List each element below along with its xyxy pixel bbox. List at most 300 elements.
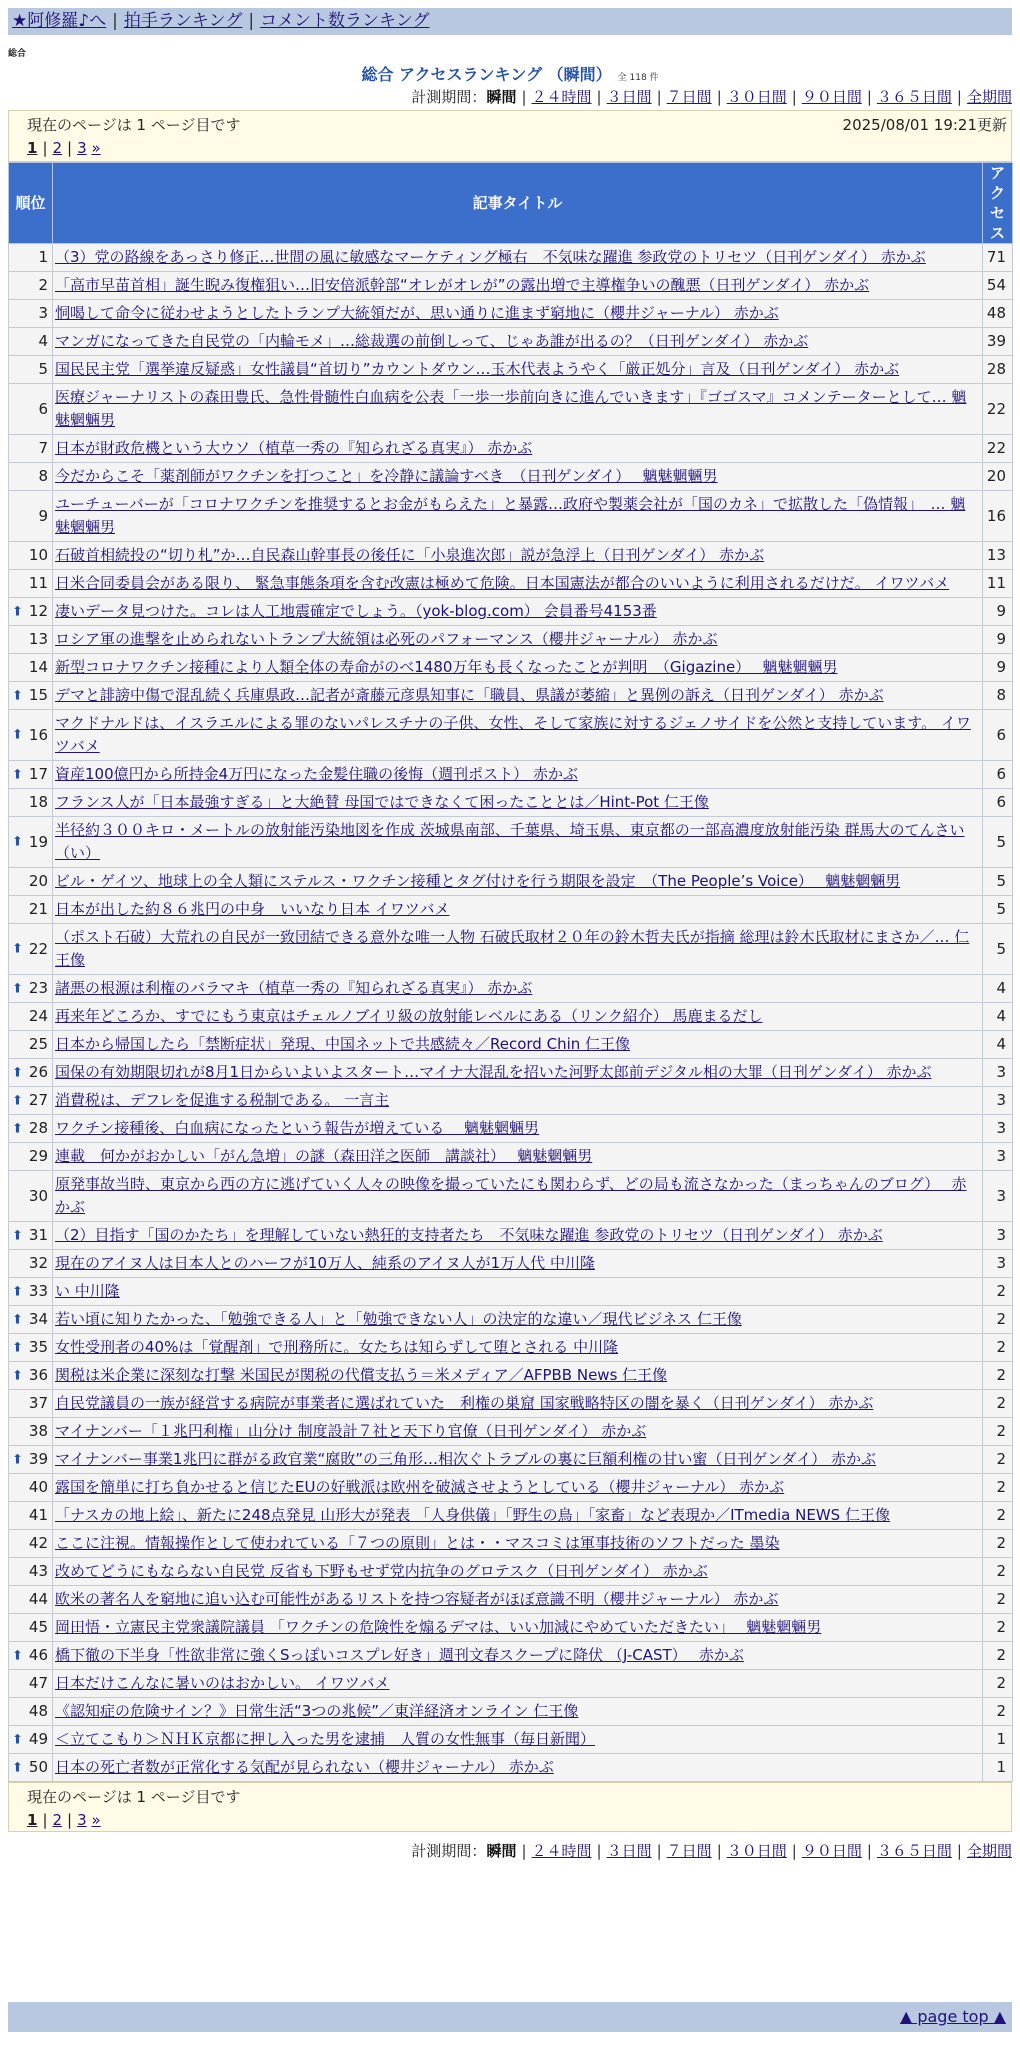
access-count: 28 — [983, 356, 1013, 384]
title-cell — [53, 356, 983, 384]
rank-number: 46 — [28, 1646, 48, 1664]
title-cell — [53, 1278, 983, 1306]
rank-number: 14 — [28, 658, 48, 676]
rank-number: 49 — [28, 1730, 48, 1748]
article-link[interactable]: （ポスト石破）大荒れの自民が一致団結できる意外な唯一人物 石破氏取材２０年の鈴木哲夫氏が指摘 総理は鈴木氏取材にまさか／… 仁王像 — [55, 928, 970, 969]
title-cell — [53, 1306, 983, 1334]
table-row — [9, 1530, 1013, 1558]
article-link[interactable]: （3）党の路線をあっさり修正…世間の風に敏感なマーケティング極右 不気味な躍進 参政党のトリセツ（日刊ゲンダイ） 赤かぶ — [55, 248, 926, 266]
rank-number: 4 — [38, 332, 48, 350]
period-current: 瞬間 — [486, 88, 517, 106]
article-link[interactable]: い 中川隆 — [55, 1282, 120, 1300]
table-row — [9, 1502, 1013, 1530]
access-count: 5 — [983, 896, 1013, 924]
rank-cell — [9, 1334, 53, 1362]
table-row — [9, 1642, 1013, 1670]
rank-cell — [9, 542, 53, 570]
article-link[interactable]: 改めてどうにもならない自民党 反省も下野もせず党内抗争のグロテスク（日刊ゲンダイ） 赤かぶ — [55, 1562, 708, 1580]
period-selector-top — [411, 86, 1012, 107]
period-option[interactable]: ９０日間 — [801, 1842, 862, 1860]
rank-number: 50 — [28, 1758, 48, 1776]
title-cell — [53, 1087, 983, 1115]
access-count: 3 — [983, 1059, 1013, 1087]
article-link[interactable]: 日米合同委員会がある限り、 緊急事態条項を含む改憲は極めて危険。日本国憲法が都合のいいように利用されるだけだ。 イワツバメ — [55, 574, 950, 592]
access-count: 2 — [983, 1586, 1013, 1614]
article-link[interactable]: 日本が財政危機という大ウソ（植草一秀の『知られざる真実』） 赤かぶ — [55, 439, 533, 457]
table-row — [9, 1558, 1013, 1586]
title-cell — [53, 924, 983, 975]
access-count: 13 — [983, 542, 1013, 570]
title-cell — [53, 1474, 983, 1502]
access-count: 3 — [983, 1171, 1013, 1222]
rank-number: 12 — [28, 602, 48, 620]
table-row — [9, 626, 1013, 654]
article-link[interactable]: マクドナルドは、イスラエルによる罪のないパレスチナの子供、女性、そして家族に対するジェノサイドを公然と支持しています。 イワツバメ — [55, 714, 971, 755]
article-link[interactable]: （2）目指す「国のかたち」を理解していない熱狂的支持者たち 不気味な躍進 参政党のトリセツ（日刊ゲンダイ） 赤かぶ — [55, 1226, 883, 1244]
table-row — [9, 1306, 1013, 1334]
table-row — [9, 1087, 1013, 1115]
period-option[interactable]: ３日間 — [606, 88, 652, 106]
page-separator: | — [42, 139, 48, 157]
article-link[interactable]: 「高市早苗首相」誕生睨み復権狙い…旧安倍派幹部“オレがオレが”の露出増で主導権争いの醜悪（日刊ゲンダイ） 赤かぶ — [55, 276, 870, 294]
rank-number: 28 — [28, 1119, 48, 1137]
article-link[interactable]: 消費税は、デフレを促進する税制である。 一言主 — [55, 1091, 390, 1109]
rank-number: 19 — [28, 832, 48, 851]
period-option[interactable]: 全期間 — [966, 88, 1012, 106]
rank-cell — [9, 1726, 53, 1754]
period-selector-bottom — [411, 1840, 1012, 1861]
period-option[interactable]: ７日間 — [666, 1842, 712, 1860]
table-row — [9, 1222, 1013, 1250]
period-option[interactable]: ３日間 — [606, 1842, 652, 1860]
access-count: 3 — [983, 1222, 1013, 1250]
title-cell — [53, 1530, 983, 1558]
article-link[interactable]: マンガになってきた自民党の「内輪モメ」…総裁選の前倒しって、じゃあ誰が出るの？（日刊ゲンダイ） 赤かぶ — [55, 332, 809, 350]
access-count: 2 — [983, 1642, 1013, 1670]
rank-cell — [9, 868, 53, 896]
rank-cell — [9, 896, 53, 924]
rank-number: 34 — [28, 1310, 48, 1328]
rank-up-arrow-icon: ⬆ — [12, 1732, 23, 1747]
article-link[interactable]: ここに注視。情報操作として使われている「７つの原則」とは・・マスコミは軍事技術のソフトだった 墨染 — [55, 1534, 780, 1552]
article-link[interactable]: 日本から帰国したら「禁断症状」発現、中国ネットで共感続々／Record Chin 仁王像 — [55, 1035, 631, 1053]
rank-cell — [9, 1250, 53, 1278]
rank-up-arrow-icon: ⬆ — [12, 727, 23, 743]
period-separator: | — [866, 1842, 872, 1860]
rank-cell — [9, 1446, 53, 1474]
rank-cell — [9, 244, 53, 272]
page-separator: | — [42, 1811, 48, 1829]
period-option[interactable]: 全期間 — [966, 1842, 1012, 1860]
article-link[interactable]: 欧米の著名人を窮地に追い込む可能性があるリストを持つ容疑者がほぼ意識不明（櫻井ジャーナル） 赤かぶ — [55, 1590, 779, 1608]
rank-up-arrow-icon: ⬆ — [12, 1648, 23, 1663]
title-cell — [53, 1754, 983, 1782]
period-separator: | — [866, 88, 872, 106]
title-cell — [53, 1502, 983, 1530]
table-row — [9, 1278, 1013, 1306]
rank-cell — [9, 1087, 53, 1115]
access-count: 2 — [983, 1558, 1013, 1586]
table-row — [9, 1250, 1013, 1278]
rank-number: 31 — [28, 1226, 48, 1244]
rank-cell — [9, 1031, 53, 1059]
article-link[interactable]: 日本の死亡者数が正常化する気配が見られない（櫻井ジャーナル） 赤かぶ — [55, 1758, 554, 1776]
rank-cell — [9, 1474, 53, 1502]
rank-number: 42 — [28, 1534, 48, 1552]
period-separator: | — [956, 1842, 962, 1860]
article-link[interactable]: ロシア軍の進撃を止められないトランプ大統領は必死のパフォーマンス（櫻井ジャーナル） 赤かぶ — [55, 630, 718, 648]
page-info-bottom — [8, 1782, 1012, 1832]
rank-up-arrow-icon: ⬆ — [12, 941, 23, 957]
title-cell — [53, 244, 983, 272]
period-option[interactable]: ７日間 — [666, 88, 712, 106]
title-cell — [53, 1334, 983, 1362]
rank-cell — [9, 491, 53, 542]
rank-number: 16 — [28, 725, 48, 744]
access-count: 4 — [983, 1031, 1013, 1059]
rank-number: 7 — [38, 439, 48, 457]
title-cell — [53, 1115, 983, 1143]
table-row — [9, 356, 1013, 384]
period-separator: | — [656, 1842, 662, 1860]
article-link[interactable]: 「ナスカの地上絵」、新たに248点発見 山形大が発表 「人身供儀」「野生の鳥」「家畜」など表現か／ITmedia NEWS 仁王像 — [55, 1506, 890, 1524]
rank-number: 48 — [28, 1702, 48, 1720]
table-row — [9, 1059, 1013, 1087]
article-link[interactable]: 自民党議員の一族が経営する病院が事業者に選ばれていた 利権の巣窟 国家戦略特区の闇を暴く（日刊ゲンダイ） 赤かぶ — [55, 1394, 874, 1412]
table-row — [9, 463, 1013, 491]
access-count: 9 — [983, 626, 1013, 654]
article-link[interactable]: デマと誹謗中傷で混乱続く兵庫県政…記者が斎藤元彦県知事に「職員、県議が萎縮」と異例の訴え（日刊ゲンダイ） 赤かぶ — [55, 686, 884, 704]
title-cell — [53, 384, 983, 435]
access-count: 2 — [983, 1390, 1013, 1418]
rank-number: 11 — [28, 574, 48, 592]
rank-up-arrow-icon: ⬆ — [12, 688, 23, 703]
rank-cell — [9, 1754, 53, 1782]
table-row — [9, 300, 1013, 328]
title-cell — [53, 1726, 983, 1754]
rank-cell — [9, 1502, 53, 1530]
rank-up-arrow-icon: ⬆ — [12, 1121, 23, 1136]
rank-cell — [9, 682, 53, 710]
rank-number: 1 — [38, 248, 48, 266]
access-count: 3 — [983, 1087, 1013, 1115]
access-count: 6 — [983, 789, 1013, 817]
period-separator: | — [596, 1842, 602, 1860]
rank-cell — [9, 300, 53, 328]
rank-number: 27 — [28, 1091, 48, 1109]
page-link[interactable]: 3 — [77, 1811, 87, 1829]
rank-up-arrow-icon: ⬆ — [12, 1368, 23, 1383]
rank-number: 17 — [28, 765, 48, 783]
rank-cell — [9, 272, 53, 300]
period-option[interactable]: ３０日間 — [726, 1842, 787, 1860]
ranking-table — [8, 162, 1013, 1782]
rank-number: 37 — [28, 1394, 48, 1412]
title-cell — [53, 1586, 983, 1614]
access-count: 9 — [983, 654, 1013, 682]
article-link[interactable]: 凄いデータ見つけた。コレは人工地震確定でしょう。（yok-blog.com） 会員番号4153番 — [55, 602, 657, 620]
table-row — [9, 570, 1013, 598]
access-count: 9 — [983, 598, 1013, 626]
title-cell — [53, 1362, 983, 1390]
access-count: 1 — [983, 1726, 1013, 1754]
title-cell — [53, 1642, 983, 1670]
rank-up-arrow-icon: ⬆ — [12, 604, 23, 619]
table-row — [9, 1115, 1013, 1143]
rank-number: 26 — [28, 1063, 48, 1081]
rank-number: 18 — [28, 793, 48, 811]
page-top-link[interactable]: ▲ page top ▲ — [899, 2007, 1006, 2026]
rank-number: 43 — [28, 1562, 48, 1580]
rank-cell — [9, 1059, 53, 1087]
article-link[interactable]: 諸悪の根源は利権のバラマキ（植草一秀の『知られざる真実』） 赤かぶ — [55, 979, 533, 997]
access-count: 6 — [983, 710, 1013, 761]
title-cell — [53, 272, 983, 300]
page-current: 1 — [27, 139, 38, 157]
access-count: 71 — [983, 244, 1013, 272]
next-page-link[interactable]: » — [91, 139, 101, 157]
access-count: 2 — [983, 1474, 1013, 1502]
rank-up-arrow-icon: ⬆ — [12, 767, 23, 782]
title-cell — [53, 1614, 983, 1642]
rank-cell — [9, 1115, 53, 1143]
rank-number: 20 — [28, 872, 48, 890]
rank-number: 40 — [28, 1478, 48, 1496]
access-count: 3 — [983, 1250, 1013, 1278]
title-cell — [53, 1031, 983, 1059]
table-row — [9, 598, 1013, 626]
article-link[interactable]: 医療ジャーナリストの森田豊氏、急性骨髄性白血病を公表「一歩一歩前向きに進んでいきます」『ゴゴスマ』コメンテーターとして… 魑魅魍魎男 — [55, 388, 967, 429]
article-link[interactable]: 今だからこそ「薬剤師がワクチンを打つこと」を冷静に議論すべき （日刊ゲンダイ） 魑魅魍魎男 — [55, 467, 718, 485]
period-separator: | — [521, 1842, 527, 1860]
page-separator: | — [67, 1811, 73, 1829]
rank-number: 15 — [28, 686, 48, 704]
page-link[interactable]: 2 — [52, 139, 63, 157]
page-link[interactable]: 2 — [52, 1811, 63, 1829]
table-row — [9, 1474, 1013, 1502]
period-option[interactable]: ２４時間 — [531, 1842, 592, 1860]
article-link[interactable]: ＜立てこもり＞ＮＨＫ京都に押し入った男を逮捕 人質の女性無事（毎日新聞） — [55, 1730, 596, 1748]
applause-ranking-link[interactable]: 拍手ランキング — [123, 11, 243, 31]
access-count: 2 — [983, 1334, 1013, 1362]
article-link[interactable]: マイナンバー「１兆円利権」山分け 制度設計７社と天下り官僚（日刊ゲンダイ） 赤かぶ — [55, 1422, 647, 1440]
nav-separator: | — [112, 11, 118, 31]
title-cell — [53, 300, 983, 328]
article-link[interactable]: 橋下徹の下半身「性欲非常に強くSっぽいコスプレ好き」週刊文春スクープに降伏 （J-CAST） 赤かぶ — [55, 1646, 744, 1664]
rank-number: 10 — [28, 546, 48, 564]
article-link[interactable]: 関税は米企業に深刻な打撃 米国民が関税の代償支払う＝米メディア／AFPBB News 仁王像 — [55, 1366, 668, 1384]
item-count: 全 118 件 — [617, 73, 659, 83]
period-separator: | — [656, 88, 662, 106]
page-current: 1 — [27, 1811, 38, 1829]
rank-number: 3 — [38, 304, 48, 322]
rank-cell — [9, 817, 53, 868]
table-row — [9, 975, 1013, 1003]
title-cell — [53, 1698, 983, 1726]
rank-number: 33 — [28, 1282, 48, 1300]
table-row — [9, 272, 1013, 300]
title-cell — [53, 1446, 983, 1474]
page-link[interactable]: 3 — [77, 139, 87, 157]
pagination — [27, 139, 101, 157]
rank-cell — [9, 1558, 53, 1586]
table-row — [9, 761, 1013, 789]
table-row — [9, 328, 1013, 356]
table-row — [9, 1754, 1013, 1782]
access-count: 1 — [983, 1754, 1013, 1782]
title-cell — [53, 463, 983, 491]
rank-cell — [9, 1670, 53, 1698]
rank-cell — [9, 356, 53, 384]
rank-cell — [9, 626, 53, 654]
period-separator: | — [521, 88, 527, 106]
article-link[interactable]: 再来年どころか、すでにもう東京はチェルノブイリ級の放射能レベルにある（リンク紹介） 馬鹿まるだし — [55, 1007, 763, 1025]
article-link[interactable]: 連載 何かがおかしい「がん急増」の謎（森田洋之医師 講談社） 魑魅魍魎男 — [55, 1147, 593, 1165]
access-count: 5 — [983, 817, 1013, 868]
article-link[interactable]: 女性受刑者の40%は「覚醒剤」で刑務所に。女たちは知らずして堕とされる 中川隆 — [55, 1338, 619, 1356]
header-title: 記事タイトル — [53, 163, 983, 244]
article-link[interactable]: 《認知症の危険サイン？》日常生活“3つの兆候”／東洋経済オンライン 仁王像 — [55, 1702, 579, 1720]
page-title — [0, 62, 1020, 85]
access-count: 5 — [983, 868, 1013, 896]
title-cell — [53, 1222, 983, 1250]
table-row — [9, 1334, 1013, 1362]
title-cell — [53, 975, 983, 1003]
access-count: 54 — [983, 272, 1013, 300]
page-info-top — [8, 110, 1012, 162]
period-option[interactable]: ３０日間 — [726, 88, 787, 106]
nav-separator: | — [248, 11, 255, 31]
access-count: 2 — [983, 1362, 1013, 1390]
article-link[interactable]: ワクチン接種後、白血病になったという報告が増えている 魑魅魍魎男 — [55, 1119, 540, 1137]
article-link[interactable]: 現在のアイヌ人は日本人とのハーフが10万人、純系のアイヌ人が1万人代 中川隆 — [55, 1254, 595, 1272]
article-link[interactable]: ユーチューバーが「コロナワクチンを推奨するとお金がもらえた」と暴露…政府や製薬会社が「国のカネ」で拡散した「偽情報」 … 魑魅魍魎男 — [55, 495, 966, 536]
table-row — [9, 435, 1013, 463]
title-cell — [53, 1143, 983, 1171]
period-option[interactable]: ３６５日間 — [876, 1842, 952, 1860]
rank-number: 9 — [38, 506, 48, 525]
rank-cell — [9, 328, 53, 356]
title-cell — [53, 817, 983, 868]
table-row — [9, 1586, 1013, 1614]
title-cell — [53, 1059, 983, 1087]
page-separator: | — [67, 139, 73, 157]
article-link[interactable]: 国民民主党「選挙違反疑惑」女性議員“首切り”カウントダウン…玉木代表ようやく「厳正処分」言及（日刊ゲンダイ） 赤かぶ — [55, 360, 900, 378]
access-count: 4 — [983, 975, 1013, 1003]
rank-number: 21 — [28, 900, 48, 918]
period-option[interactable]: ９０日間 — [801, 88, 862, 106]
rank-cell — [9, 1222, 53, 1250]
table-row — [9, 244, 1013, 272]
access-count: 2 — [983, 1698, 1013, 1726]
article-link[interactable]: 若い頃に知りたかった、「勉強できる人」と「勉強できない人」の決定的な違い／現代ビジネス 仁王像 — [55, 1310, 742, 1328]
article-link[interactable]: 国保の有効期限切れが8月1日からいよいよスタート…マイナ大混乱を招いた河野太郎前デジタル相の大罪（日刊ゲンダイ） 赤かぶ — [55, 1063, 932, 1081]
rank-up-arrow-icon: ⬆ — [12, 981, 23, 996]
article-link[interactable]: 日本だけこんなに暑いのはおかしい。 イワツバメ — [55, 1674, 390, 1692]
rank-number: 25 — [28, 1035, 48, 1053]
header-access: アクセス — [983, 163, 1013, 244]
title-cell — [53, 1003, 983, 1031]
article-link[interactable]: マイナンバー事業1兆円に群がる政官業“腐敗”の三角形…相次ぐトラブルの裏に巨額利権の甘い蜜（日刊ゲンダイ） 赤かぶ — [55, 1450, 876, 1468]
rank-number: 30 — [28, 1186, 48, 1205]
table-row — [9, 1171, 1013, 1222]
rank-up-arrow-icon: ⬆ — [12, 1340, 23, 1355]
table-row — [9, 1390, 1013, 1418]
table-row — [9, 1143, 1013, 1171]
rank-cell — [9, 1530, 53, 1558]
article-link[interactable]: 日本が出した約８６兆円の中身 いいなり日本 イワツバメ — [55, 900, 450, 918]
table-row — [9, 1362, 1013, 1390]
title-cell — [53, 789, 983, 817]
table-row — [9, 1726, 1013, 1754]
table-row — [9, 491, 1013, 542]
rank-number: 6 — [38, 399, 48, 418]
article-link[interactable]: フランス人が「日本最強すぎる」と大絶賛 母国ではできなくて困ったこととは／Hint-Pot 仁王像 — [55, 793, 709, 811]
article-link[interactable]: 岡田悟・立憲民主党衆議院議員 「ワクチンの危険性を煽るデマは、いい加減にやめていただきたい」 魑魅魍魎男 — [55, 1618, 822, 1636]
comment-ranking-link[interactable]: コメント数ランキング — [260, 11, 430, 31]
rank-number: 5 — [38, 360, 48, 378]
access-count: 2 — [983, 1306, 1013, 1334]
article-link[interactable]: 恫喝して命令に従わせようとしたトランプ大統領だが、思い通りに進まず窮地に（櫻井ジャーナル） 赤かぶ — [55, 304, 779, 322]
period-separator: | — [716, 1842, 722, 1860]
period-option[interactable]: ２４時間 — [531, 88, 592, 106]
article-link[interactable]: 露国を簡単に打ち負かせると信じたEUの好戦派は欧州を破滅させようとしている（櫻井ジャーナル） 赤かぶ — [55, 1478, 785, 1496]
rank-cell — [9, 710, 53, 761]
table-row — [9, 924, 1013, 975]
article-link[interactable]: 原発事故当時、東京から西の方に逃げていく人々の映像を撮っていたにも関わらず、どの局も流さなかった（まっちゃんのブログ） 赤かぶ — [55, 1175, 967, 1216]
access-count: 22 — [983, 435, 1013, 463]
rank-up-arrow-icon: ⬆ — [12, 1760, 23, 1775]
period-separator: | — [791, 1842, 797, 1860]
home-link[interactable]: ★阿修羅♪へ — [12, 11, 107, 31]
table-row — [9, 1003, 1013, 1031]
article-link[interactable]: ビル・ゲイツ、地球上の全人類にステルス・ワクチン接種とタグ付けを行う期限を設定 （The People’s Voice） 魑魅魍魎男 — [55, 872, 901, 890]
rank-up-arrow-icon: ⬆ — [12, 1312, 23, 1327]
article-link[interactable]: 石破首相続投の“切り札”か…自民森山幹事長の後任に「小泉進次郎」説が急浮上（日刊ゲンダイ） 赤かぶ — [55, 546, 765, 564]
rank-cell — [9, 570, 53, 598]
pagination — [27, 1811, 101, 1829]
access-count: 16 — [983, 491, 1013, 542]
rank-number: 35 — [28, 1338, 48, 1356]
access-count: 20 — [983, 463, 1013, 491]
rank-up-arrow-icon: ⬆ — [12, 1228, 23, 1243]
access-count: 4 — [983, 1003, 1013, 1031]
article-link[interactable]: 資産100億円から所持金4万円になった金髪住職の後悔（週刊ポスト） 赤かぶ — [55, 765, 578, 783]
table-row — [9, 1614, 1013, 1642]
title-cell — [53, 868, 983, 896]
rank-cell — [9, 384, 53, 435]
rank-cell — [9, 1642, 53, 1670]
table-row — [9, 868, 1013, 896]
article-link[interactable]: 新型コロナワクチン接種により人類全体の寿命がのべ1480万年も長くなったことが判明 （Gigazine） 魑魅魍魎男 — [55, 658, 838, 676]
period-separator: | — [596, 88, 602, 106]
access-count: 6 — [983, 761, 1013, 789]
rank-up-arrow-icon: ⬆ — [12, 834, 23, 850]
next-page-link[interactable]: » — [91, 1811, 101, 1829]
access-count: 3 — [983, 1115, 1013, 1143]
footer-bar — [8, 2002, 1012, 2032]
period-option[interactable]: ３６５日間 — [876, 88, 952, 106]
rank-cell — [9, 1614, 53, 1642]
rank-number: 38 — [28, 1422, 48, 1440]
header-rank: 順位 — [9, 163, 53, 244]
rank-cell — [9, 1003, 53, 1031]
access-count: 2 — [983, 1446, 1013, 1474]
rank-cell — [9, 598, 53, 626]
article-link[interactable]: 半径約３００キロ・メートルの放射能汚染地図を作成 茨城県南部、千葉県、埼玉県、東京都の一部高濃度放射能汚染 群馬大のてんさい（い） — [55, 821, 965, 862]
table-row — [9, 1698, 1013, 1726]
rank-number: 44 — [28, 1590, 48, 1608]
